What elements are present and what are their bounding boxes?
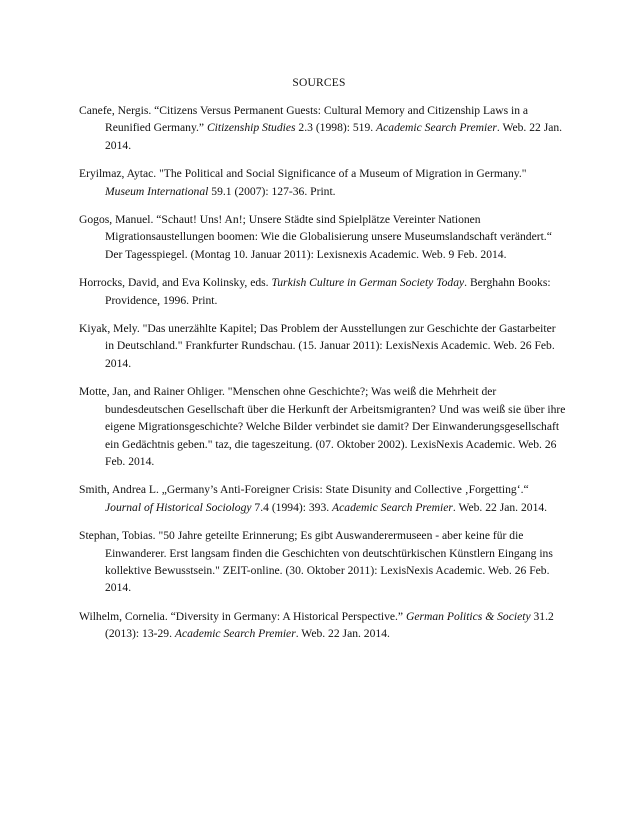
bibliography-entry: Horrocks, David, and Eva Kolinsky, eds. Turkish Culture in German Society Today. Berghahn Books: Providence, 1996. Print. [79, 276, 551, 307]
bibliography-entry: Stephan, Tobias. "50 Jahre geteilte Erinnerung; Es gibt Auswanderermuseen - aber keine für die Einwanderer. Erst langsam finden die Geschichten von deutschtürkischen Künstlern Eingang ins kollektive Bewusstsein." ZEIT-online. (30. Oktober 2011): LexisNexis Academic. Web. 26 Feb. 2014. [79, 529, 553, 595]
bibliography-entry: Smith, Andrea L. „Germany’s Anti-Foreigner Crisis: State Disunity and Collective ‚Forgetting‘.“ Journal of Historical Sociology 7.4 (1994): 393. Academic Search Premier. Web. 22 Jan. 2014. [79, 483, 548, 514]
bibliography-entry: Eryilmaz, Aytac. "The Political and Social Significance of a Museum of Migration in Germany." Museum International 59.1 (2007): 127-36. Print. [79, 167, 527, 198]
bibliography-list [79, 102, 567, 654]
bibliography-entry: Gogos, Manuel. “Schaut! Uns! An!; Unsere Städte sind Spielplätze Vereinter Nationen Migrationsaustellungen boomen: Wie die Globalisierung unsere Museumslandschaft verändert.“ Der Tagesspiegel. (Montag 10. Januar 2011): Lexisnexis Academic. Web. 9 Feb. 2014. [79, 213, 552, 261]
page-heading: SOURCES [292, 77, 346, 89]
bibliography-entry: Wilhelm, Cornelia. “Diversity in Germany: A Historical Perspective.” German Politics & Society 31.2 (2013): 13-29. Academic Search Premier. Web. 22 Jan. 2014. [79, 609, 554, 641]
bibliography-entry: Kiyak, Mely. "Das unerzählte Kapitel; Das Problem der Ausstellungen zur Geschichte der Gastarbeiter in Deutschland." Frankfurter Rundschau. (15. Januar 2011): LexisNexis Academic. Web. 26 Feb. 2014. [79, 322, 556, 370]
bibliography-entry: Motte, Jan, and Rainer Ohliger. "Menschen ohne Geschichte?; Was weiß die Mehrheit der bundesdeutschen Gesellschaft über die Herkunft der Arbeitsmigranten? Und was weiß sie über ihre eigene Migrationsgeschichte? Welche Bilder verbindet sie damit? Der Einwanderungsgesellschaft ein Gedächtnis geben." taz, die tageszeitung. (07. Oktober 2002). LexisNexis Academic. Web. 26 Feb. 2014. [79, 385, 566, 468]
bibliography-entry: Canefe, Nergis. “Citizens Versus Permanent Guests: Cultural Memory and Citizenship Laws in a Reunified Germany.” Citizenship Studies 2.3 (1998): 519. Academic Search Premier. Web. 22 Jan. 2014. [79, 104, 563, 152]
